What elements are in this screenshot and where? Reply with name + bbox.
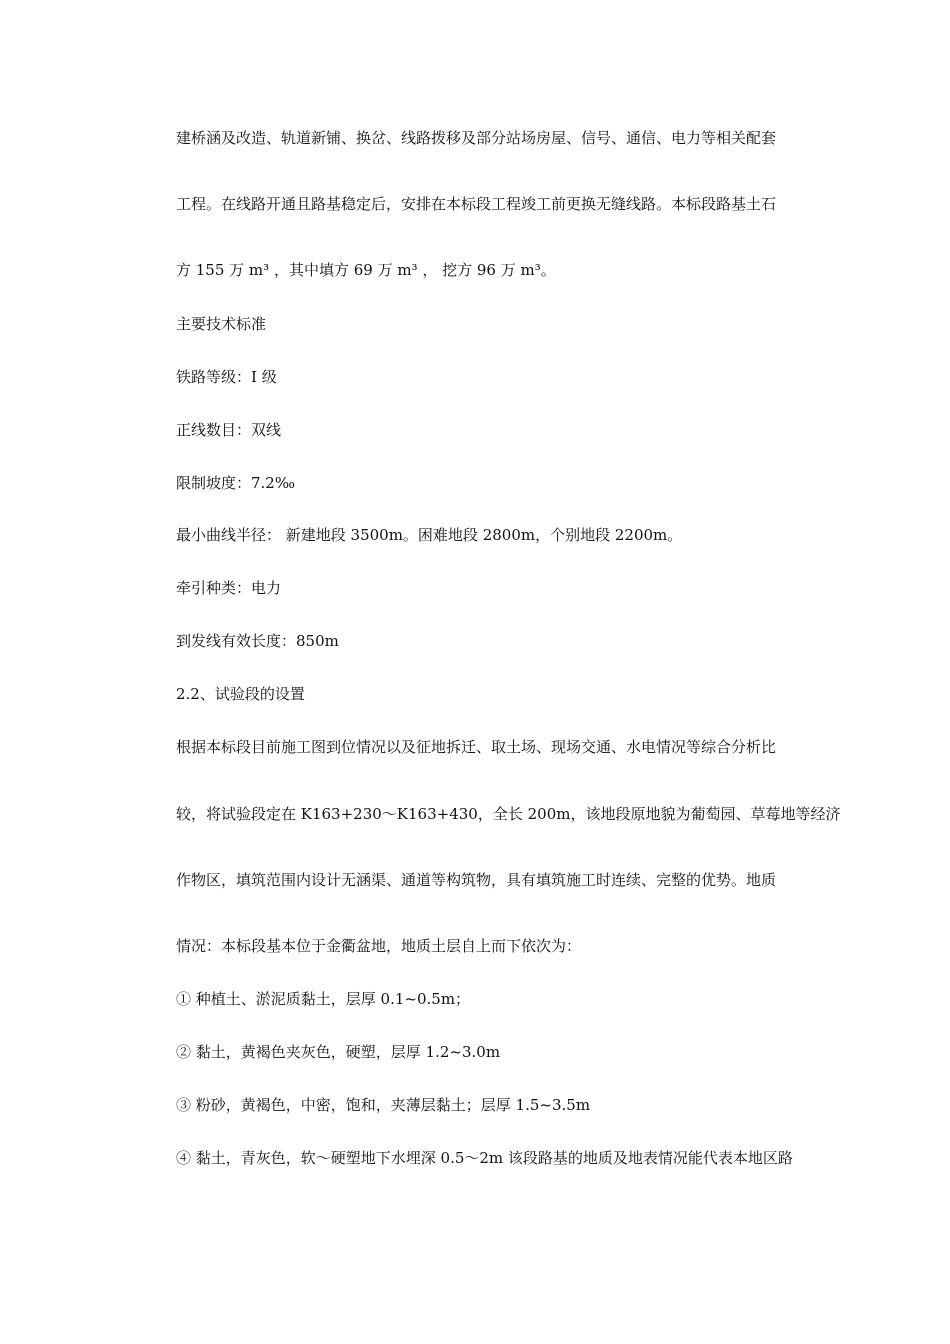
paragraph-line: 较，将试验段定在 K163+230～K163+430，全长 200m，该地段原地貌为葡萄园、草莓地等经济	[176, 805, 841, 823]
spec-item: 限制坡度：7.2‰	[176, 474, 295, 492]
paragraph-line: 根据本标段目前施工图到位情况以及征地拆迁、取土场、现场交通、水电情况等综合分析比	[176, 738, 777, 756]
paragraph-line: 建桥涵及改造、轨道新铺、换岔、线路拨移及部分站场房屋、信号、通信、电力等相关配套	[176, 129, 777, 147]
paragraph-line: 方 155 万 m³ ，其中填方 69 万 m³ ， 挖方 96 万 m³。	[176, 261, 556, 279]
list-item: ① 种植土、淤泥质黏土，层厚 0.1~0.5m；	[176, 990, 471, 1008]
section-heading: 主要技术标准	[176, 315, 267, 333]
spec-item: 牵引种类：电力	[176, 579, 282, 597]
paragraph-line: 情况：本标段基本位于金衢盆地，地质土层自上而下依次为：	[176, 937, 582, 955]
list-item: ④ 黏土，青灰色，软～硬塑地下水埋深 0.5～2m 该段路基的地质及地表情况能代表本地区路	[176, 1149, 793, 1167]
spec-item: 最小曲线半径： 新建地段 3500m。困难地段 2800m，个别地段 2200m。	[176, 526, 683, 544]
list-item: ③ 粉砂，黄褐色，中密，饱和，夹薄层黏土；层厚 1.5~3.5m	[176, 1096, 591, 1114]
spec-item: 正线数目：双线	[176, 421, 282, 439]
spec-item: 到发线有效长度：850m	[176, 632, 339, 650]
paragraph-line: 工程。在线路开通且路基稳定后，安排在本标段工程竣工前更换无缝线路。本标段路基土石	[176, 195, 777, 213]
paragraph-line: 作物区，填筑范围内设计无涵渠、通道等构筑物，具有填筑施工时连续、完整的优势。地质	[176, 871, 777, 889]
section-heading: 2.2、试验段的设置	[176, 685, 305, 703]
spec-item: 铁路等级：I 级	[176, 368, 277, 386]
list-item: ② 黏土，黄褐色夹灰色，硬塑，层厚 1.2~3.0m	[176, 1043, 501, 1061]
